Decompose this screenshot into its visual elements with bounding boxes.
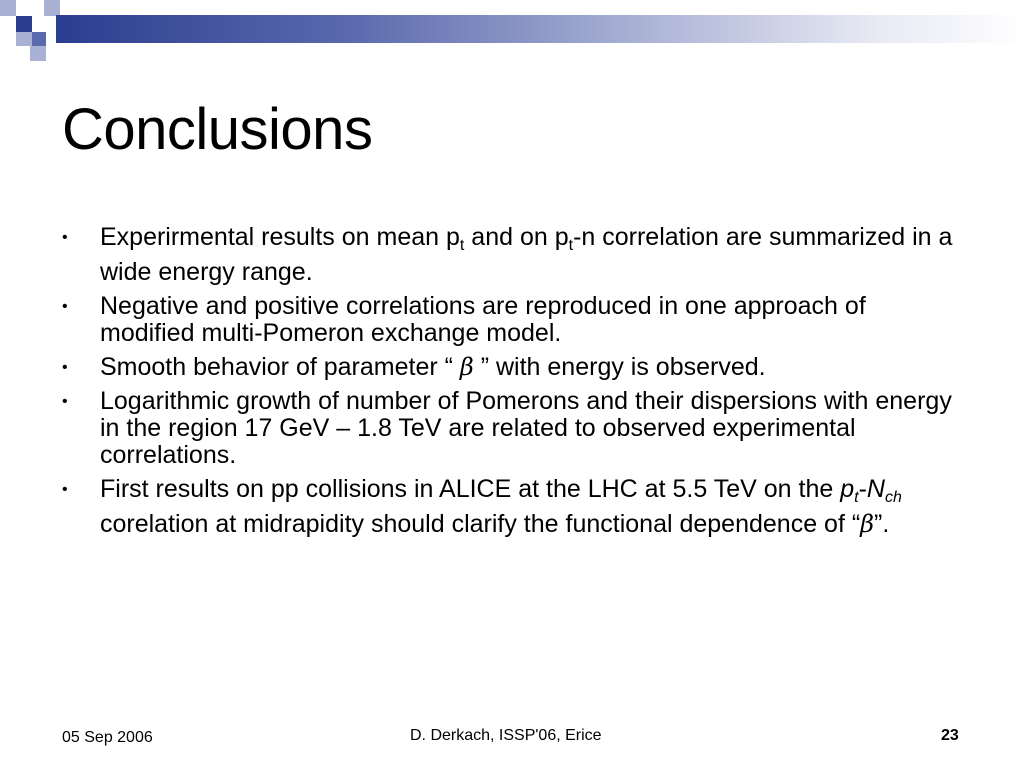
beta-symbol: β (860, 510, 875, 538)
beta-symbol: β (459, 353, 474, 381)
bullet-dot: • (62, 298, 68, 315)
subscript (885, 489, 902, 506)
bullet-dot: • (62, 229, 68, 246)
header-gradient-bar (56, 15, 1024, 43)
decor-square (30, 46, 46, 61)
bullet-text: ”. (874, 510, 890, 538)
decor-square (32, 32, 46, 46)
bullet-text: ” with energy is observed. (473, 353, 766, 381)
bullet-text: corelation at midrapidity should clarify the functional dependence of “ (100, 510, 861, 538)
bullet-text: First results on pp collisions in ALICE at the LHC at 5.5 TeV on the (100, 475, 841, 503)
footer-date: 05 Sep 2006 (62, 729, 153, 746)
bullet-dot: • (62, 359, 68, 376)
decor-square (32, 16, 48, 32)
bullet-text: - (858, 475, 867, 503)
bullet-item (62, 224, 962, 286)
bullet-text: Experirmental results on mean p (100, 223, 460, 251)
decor-square (16, 0, 32, 16)
bullet-item (62, 354, 962, 381)
subscript: t (568, 237, 574, 254)
decor-square (16, 32, 32, 46)
bullet-item (62, 476, 962, 538)
bullet-item (62, 293, 962, 347)
subscript: t (459, 237, 465, 254)
slide-title: Conclusions (62, 97, 373, 162)
decor-square (0, 0, 16, 16)
italic-variable: p (840, 475, 855, 503)
bullet-item (62, 388, 962, 469)
decor-square (16, 16, 32, 32)
footer-center-text: D. Derkach, ISSP'06, Erice (410, 727, 602, 744)
italic-variable: N (866, 475, 885, 503)
bullet-dot: • (62, 393, 68, 410)
bullet-text: and on p (464, 223, 569, 251)
bullet-text: -n correlation are summarized in a wide energy range. (100, 223, 953, 286)
decor-square (44, 0, 60, 16)
bullet-text: Logarithmic growth of number of Pomerons and their dispersions with energy in the region 17 GeV – 1.8 TeV are related to observed experimental correlations. (100, 387, 952, 469)
page-number: 23 (941, 727, 959, 744)
bullet-text: Negative and positive correlations are reproduced in one approach of modified multi-Pomeron exchange model. (100, 292, 866, 347)
bullet-list (62, 224, 962, 545)
subscript-text: ch (884, 489, 902, 506)
subscript-text: t (854, 489, 859, 506)
bullet-text: Smooth behavior of parameter “ (100, 353, 460, 381)
bullet-dot: • (62, 481, 68, 498)
